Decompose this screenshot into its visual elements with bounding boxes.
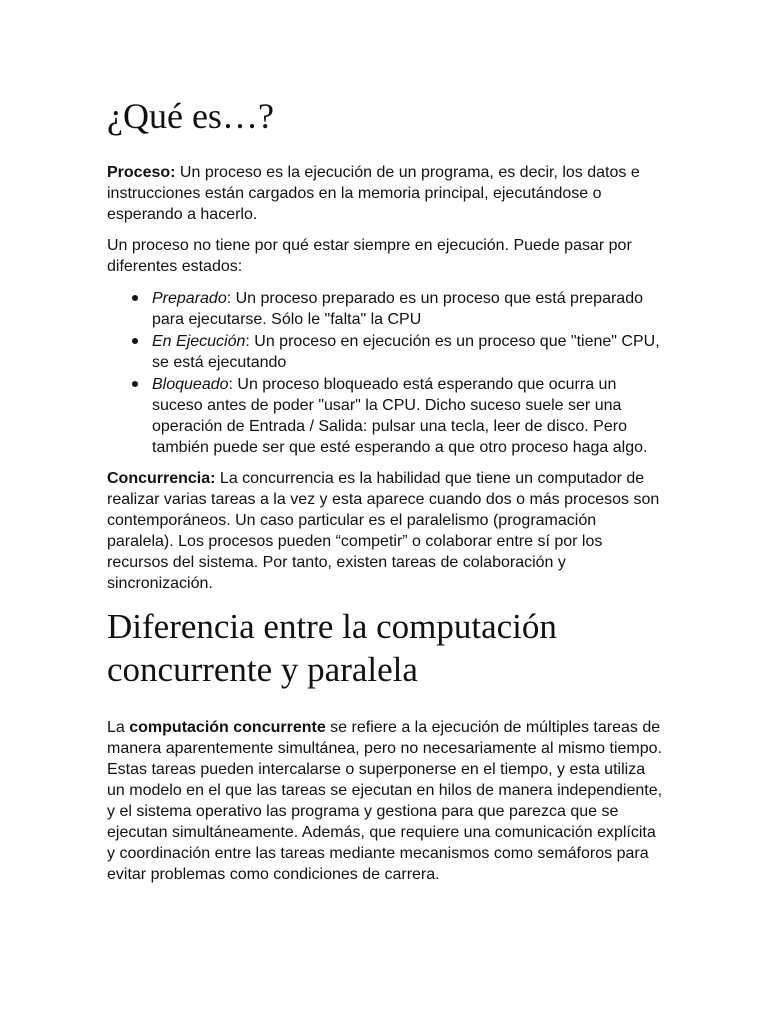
text-en-ejecucion: : Un proceso en ejecución es un proceso que "tiene" CPU, se está ejecutando <box>152 333 660 371</box>
text-proceso: Un proceso es la ejecución de un programa, es decir, los datos e instrucciones están cargados en la memoria principal, ejecutándose o esperando a hacerlo. <box>107 164 640 223</box>
lead-computacion: La <box>107 719 130 736</box>
text-concurrencia: La concurrencia es la habilidad que tiene un computador de realizar varias tareas a la vez y esta aparece cuando dos o más procesos son contemporáneos. Un caso particular es el paralelismo (programación paralela). Los procesos pueden “competir” o colaborar entre sí por los recursos del sistema. Por tanto, existen tareas de colaboración y sincronización. <box>107 470 660 592</box>
paragraph-proceso <box>107 162 667 225</box>
list-item-preparado <box>152 288 667 330</box>
heading-diferencia: Diferencia entre la computación concurrente y paralela <box>107 607 557 689</box>
bullet-icon <box>132 295 138 301</box>
term-bloqueado: Bloqueado <box>152 376 229 393</box>
heading-que-es: ¿Qué es…? <box>107 96 274 136</box>
text-computacion: se refiere a la ejecución de múltiples tareas de manera aparentemente simultánea, pero no necesariamente al mismo tiempo. Estas tareas pueden intercalarse o superponerse en el tiempo, y esta utiliza un modelo en el que las tareas se ejecutan en hilos de manera independiente, y el sistema operativo las programa y gestiona para que parezca que se ejecutan simultáneamente. Además, que requiere una comunicación explícita y coordinación entre las tareas mediante mecanismos como semáforos para evitar problemas como condiciones de carrera. <box>107 719 663 883</box>
term-preparado: Preparado <box>152 290 227 307</box>
paragraph-computacion-concurrente <box>107 717 667 885</box>
paragraph-estados-intro: Un proceso no tiene por qué estar siempre en ejecución. Puede pasar por diferentes estados: <box>107 237 632 275</box>
estados-list <box>107 288 667 459</box>
term-en-ejecucion: En Ejecución <box>152 333 246 350</box>
term-concurrencia: Concurrencia: <box>107 470 216 487</box>
term-computacion-concurrente: computación concurrente <box>129 719 326 736</box>
text-bloqueado: : Un proceso bloqueado está esperando que ocurra un suceso antes de poder "usar" la CPU. Dicho suceso suele ser una operación de Entrada / Salida: pulsar una tecla, leer de disco. Pero también puede ser que esté esperando a que otro proceso haga algo. <box>152 376 648 456</box>
paragraph-concurrencia <box>107 468 667 594</box>
list-item-en-ejecucion <box>152 331 667 373</box>
text-preparado: : Un proceso preparado es un proceso que está preparado para ejecutarse. Sólo le "falta" la CPU <box>152 290 643 328</box>
bullet-icon <box>132 338 138 344</box>
list-item-bloqueado <box>152 374 667 458</box>
term-proceso: Proceso: <box>107 164 176 181</box>
bullet-icon <box>132 381 138 387</box>
